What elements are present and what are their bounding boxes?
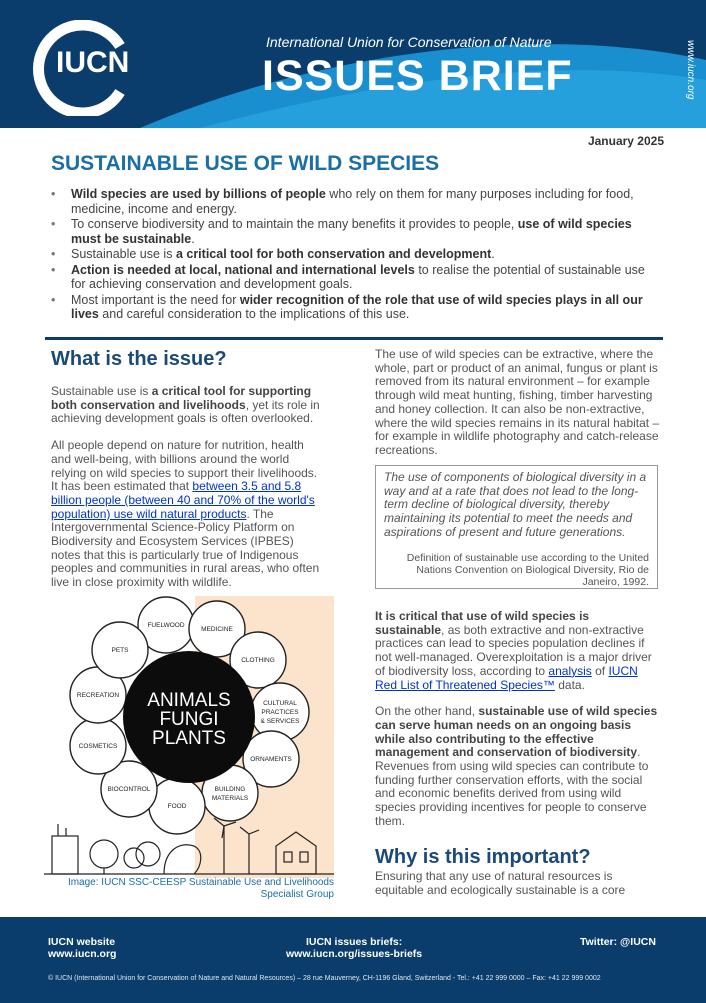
why-paragraph: Ensuring that any use of natural resources is equitable and ecologically sustainable is a core: [375, 869, 626, 897]
twitter-link[interactable]: Twitter: @IUCN: [580, 936, 656, 948]
why-body: [375, 870, 660, 910]
list-item: • Wild species are used by billions of people who rely on them for many purposes including for food, medicine, income and energy.: [51, 187, 661, 216]
center-text-fungi: FUNGI: [159, 709, 219, 730]
analysis-link[interactable]: analysis: [548, 663, 592, 678]
key-messages-list: [51, 187, 661, 323]
page-title: SUSTAINABLE USE OF WILD SPECIES: [51, 152, 440, 175]
extractive-paragraph: The use of wild species can be extractive, where the whole, part or product of an animal, fungus or plant is removed from its natural environment – for example through wild meat hunting, fishing, timber harvesting and honey collection. It can also be non-extractive, where the wild species remains in its natural habitat – for example in wildlife photography and catch-release recreations.: [375, 347, 660, 457]
org-name: International Union for Conservation of Nature: [266, 34, 552, 50]
issue-paragraph-1: Sustainable use is a critical tool for supporting both conservation and livelihoods, yet its role in achieving development goals is often overlooked.: [51, 384, 320, 426]
pets-label: PETS: [111, 647, 129, 654]
red-list-link[interactable]: IUCN Red List of Threatened Species™: [375, 663, 638, 692]
materials-label: MATERIALS: [211, 795, 249, 802]
recreation-label: RECREATION: [76, 692, 120, 699]
footer-website: [48, 936, 116, 960]
list-item: • To conserve biodiversity and to maintain the many benefits it provides to people, use of wild species must be sustainable.: [51, 217, 661, 246]
list-item: • Action is needed at local, national and international levels to realise the potential of sustainable use for achieving conservation and development goals.: [51, 263, 661, 292]
brief-title: ISSUES BRIEF: [262, 52, 573, 100]
fuelwood-label: FUELWOOD: [147, 622, 185, 629]
services-label: & SERVICES: [260, 718, 300, 725]
website-label: IUCN website: [48, 936, 116, 948]
figure-caption: Image: IUCN SSC-CEESP Sustainable Use and Livelihoods Specialist Group: [67, 877, 334, 900]
why-heading: Why is this important?: [375, 846, 591, 868]
cosmetics-label: COSMETICS: [78, 743, 118, 750]
definition-box: [375, 465, 658, 589]
center-text-animals: ANIMALS: [147, 690, 231, 711]
briefs-link[interactable]: www.iucn.org/issues-briefs: [286, 948, 423, 960]
vertical-url[interactable]: www.iucn.org: [685, 40, 696, 100]
list-item: • Most important is the need for wider recognition of the role that use of wild species plays in all our lives and careful consideration to the implications of this use.: [51, 293, 661, 322]
critical-paragraph: It is critical that use of wild species is sustainable, as both extractive and non-extractive practices can lead to species population declines if not well-managed. Overexploitation is a major driver of biodiversity loss, according to analysis of IUCN Red List of Threatened Species™ data.: [375, 609, 652, 692]
biocontrol-label: BIOCONTROL: [107, 786, 151, 793]
building-label: BUILDING: [214, 786, 246, 793]
website-link[interactable]: www.iucn.org: [48, 948, 117, 960]
logo-text: IUCN: [56, 46, 130, 79]
food-label: FOOD: [167, 803, 187, 810]
practices-label: PRACTICES: [261, 709, 299, 716]
definition-quote: The use of components of biological diversity in a way and at a rate that does not lead to the long-term decline of biological diversity, thereby maintaining its potential to meet the needs and aspirations of present and future generations.: [384, 470, 647, 539]
section-divider: [45, 337, 663, 340]
ornaments-label: ORNAMENTS: [250, 756, 292, 763]
footer-briefs: [286, 936, 422, 960]
date: January 2025: [587, 134, 664, 148]
issue-paragraph-2: All people depend on nature for nutrition, health and well-being, with billions around the world relying on wild species to support their livelihoods. It has been estimated that between 3.5 and 5.8 billion people (between 40 and 70% of the world's population) use wild natural products. The Intergovernmental Science-Policy Platform on Biodiversity and Ecosystem Services (IPBES) notes that this is particularly true of Indigenous peoples and communities in rural areas, who often live in close proximity with wildlife.: [51, 438, 320, 590]
right-column-body: [375, 610, 660, 842]
footer: [0, 917, 706, 1003]
right-column-intro: [375, 348, 660, 471]
briefs-label: IUCN issues briefs:: [305, 936, 403, 948]
definition-source: Definition of sustainable use according to the United Nations Convention on Biological Diversity, Rio de Janeiro, 1992.: [406, 551, 649, 588]
header-banner: [0, 0, 706, 128]
footer-legal: © IUCN (International Union for Conservation of Nature and Natural Resources) – 28 rue Mauverney, CH-1196 Gland, Switzerland - Tel.: +41 22 999 0000 – Fax: +41 22 999 0002: [48, 975, 601, 982]
population-link[interactable]: between 3.5 and 5.8 billion people (between 40 and 70% of the world's population) use wild natural products: [51, 479, 315, 521]
uses-diagram: [44, 596, 334, 878]
issue-body: [51, 385, 326, 603]
list-item: • Sustainable use is a critical tool for both conservation and development.: [51, 247, 661, 262]
benefits-paragraph: On the other hand, sustainable use of wild species can serve human needs on an ongoing basis while also contributing to the effective management and conservation of biodiversity. Revenues from using wild species can contribute to funding further conservation efforts, with the social and economic benefits derived from using wild species providing incentives for people to conserve them.: [375, 704, 658, 828]
clothing-label: CLOTHING: [241, 657, 275, 664]
medicine-label: MEDICINE: [201, 626, 233, 633]
center-text-plants: PLANTS: [152, 728, 226, 749]
issue-heading: What is the issue?: [51, 348, 227, 370]
cultural-label: CULTURAL: [263, 700, 297, 707]
